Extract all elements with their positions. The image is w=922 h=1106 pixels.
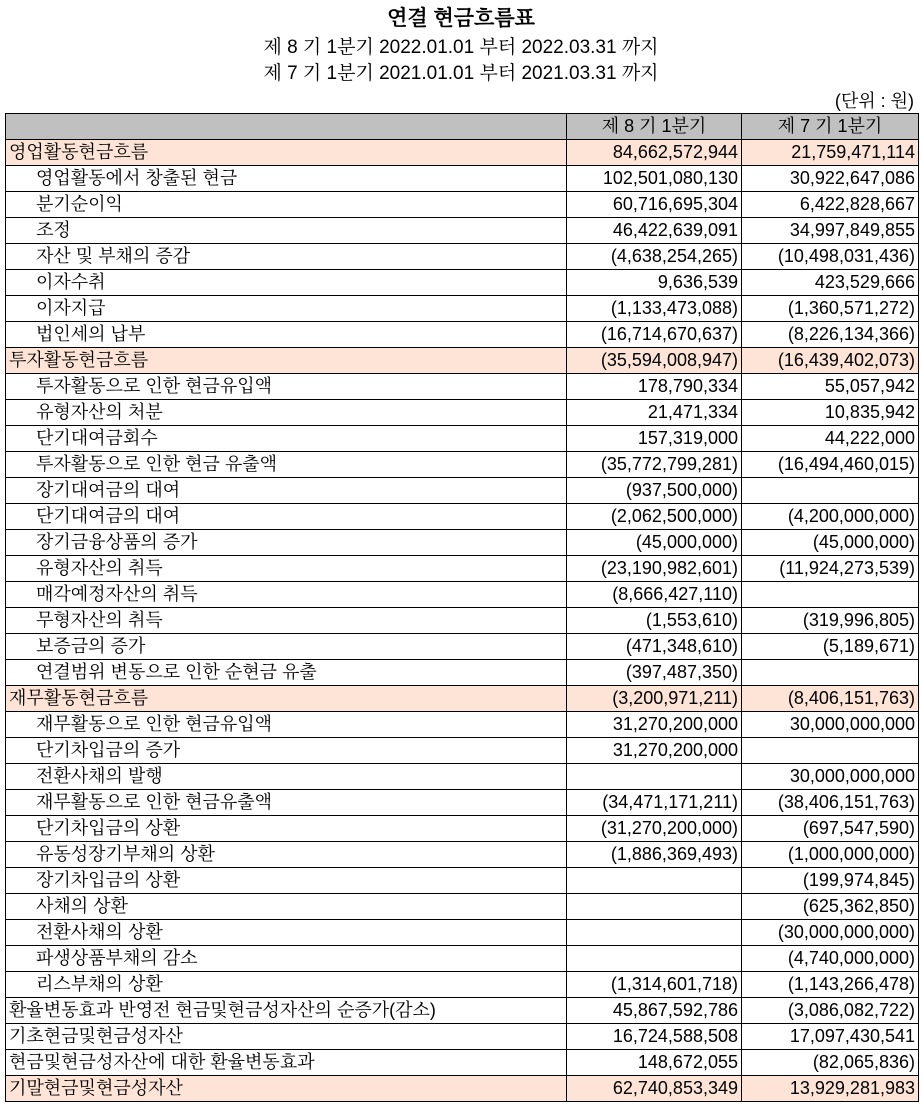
prior-period-value: 6,422,828,667	[742, 192, 919, 218]
section-total-row	[6, 348, 919, 374]
prior-period-value: (1,143,266,478)	[742, 972, 919, 998]
table-body	[6, 140, 919, 1102]
row-label: 분기순이익	[6, 192, 567, 218]
row-label: 현금및현금성자산에 대한 환율변동효과	[6, 1050, 567, 1076]
prior-period-value: 17,097,430,541	[742, 1024, 919, 1050]
current-period-value: 178,790,334	[567, 374, 742, 400]
row-label: 환율변동효과 반영전 현금및현금성자산의 순증가(감소)	[6, 998, 567, 1024]
row-label: 유동성장기부채의 상환	[6, 842, 567, 868]
table-header-row	[6, 114, 919, 140]
row-label: 이자지급	[6, 296, 567, 322]
table-row	[6, 374, 919, 400]
table-row	[6, 530, 919, 556]
current-period-value: (8,666,427,110)	[567, 582, 742, 608]
table-row	[6, 504, 919, 530]
table-row	[6, 998, 919, 1024]
table-row	[6, 296, 919, 322]
section-total-row	[6, 1076, 919, 1102]
table-row	[6, 270, 919, 296]
current-period-value: 84,662,572,944	[567, 140, 742, 166]
prior-period-value: (45,000,000)	[742, 530, 919, 556]
current-period-value: (31,270,200,000)	[567, 816, 742, 842]
table-row	[6, 582, 919, 608]
row-label: 기초현금및현금성자산	[6, 1024, 567, 1050]
current-period-value: 31,270,200,000	[567, 738, 742, 764]
current-period-value	[567, 868, 742, 894]
table-row	[6, 712, 919, 738]
period-current: 제 8 기 1분기 2022.01.01 부터 2022.03.31 까지	[263, 37, 659, 58]
table-row	[6, 608, 919, 634]
prior-period-value: (8,406,151,763)	[742, 686, 919, 712]
table-row	[6, 868, 919, 894]
current-period-value: (2,062,500,000)	[567, 504, 742, 530]
prior-period-value: 55,057,942	[742, 374, 919, 400]
row-label: 장기차입금의 상환	[6, 868, 567, 894]
current-period-value: (1,314,601,718)	[567, 972, 742, 998]
row-label: 단기차입금의 증가	[6, 738, 567, 764]
cash-flow-table	[5, 113, 919, 1102]
current-period-value: 46,422,639,091	[567, 218, 742, 244]
table-row	[6, 400, 919, 426]
prior-period-value: 423,529,666	[742, 270, 919, 296]
prior-period-value: 34,997,849,855	[742, 218, 919, 244]
header-label	[6, 114, 567, 140]
row-label: 영업활동현금흐름	[6, 140, 567, 166]
row-label: 보증금의 증가	[6, 634, 567, 660]
prior-period-value: (16,439,402,073)	[742, 348, 919, 374]
table-row	[6, 920, 919, 946]
current-period-value: (34,471,171,211)	[567, 790, 742, 816]
prior-period-value: (5,189,671)	[742, 634, 919, 660]
prior-period-value: 13,929,281,983	[742, 1076, 919, 1102]
header-current-period: 제 8 기 1분기	[567, 114, 742, 140]
table-row	[6, 218, 919, 244]
current-period-value: (23,190,982,601)	[567, 556, 742, 582]
current-period-value: 157,319,000	[567, 426, 742, 452]
row-label: 기말현금및현금성자산	[6, 1076, 567, 1102]
current-period-value: (45,000,000)	[567, 530, 742, 556]
row-label: 유형자산의 처분	[6, 400, 567, 426]
prior-period-value: (697,547,590)	[742, 816, 919, 842]
prior-period-value: (4,200,000,000)	[742, 504, 919, 530]
prior-period-value: (625,362,850)	[742, 894, 919, 920]
header-prior-period: 제 7 기 1분기	[742, 114, 919, 140]
table-row	[6, 894, 919, 920]
section-total-row	[6, 686, 919, 712]
prior-period-value: (16,494,460,015)	[742, 452, 919, 478]
table-row	[6, 790, 919, 816]
row-label: 조정	[6, 218, 567, 244]
table-row	[6, 452, 919, 478]
table-row	[6, 816, 919, 842]
table-row	[6, 764, 919, 790]
row-label: 유형자산의 취득	[6, 556, 567, 582]
current-period-value: (35,594,008,947)	[567, 348, 742, 374]
current-period-value: (16,714,670,637)	[567, 322, 742, 348]
row-label: 투자활동으로 인한 현금 유출액	[6, 452, 567, 478]
current-period-value: 16,724,588,508	[567, 1024, 742, 1050]
row-label: 연결범위 변동으로 인한 순현금 유출	[6, 660, 567, 686]
table-row	[6, 322, 919, 348]
prior-period-value: (30,000,000,000)	[742, 920, 919, 946]
prior-period-value: 30,922,647,086	[742, 166, 919, 192]
current-period-value: 45,867,592,786	[567, 998, 742, 1024]
table-row	[6, 634, 919, 660]
row-label: 리스부채의 상환	[6, 972, 567, 998]
prior-period-value	[742, 478, 919, 504]
prior-period-value: (4,740,000,000)	[742, 946, 919, 972]
period-prior: 제 7 기 1분기 2021.01.01 부터 2021.03.31 까지	[263, 63, 659, 84]
current-period-value: 9,636,539	[567, 270, 742, 296]
row-label: 재무활동으로 인한 현금유입액	[6, 712, 567, 738]
current-period-value: 102,501,080,130	[567, 166, 742, 192]
current-period-value	[567, 894, 742, 920]
prior-period-value: (3,086,082,722)	[742, 998, 919, 1024]
current-period-value: 31,270,200,000	[567, 712, 742, 738]
row-label: 매각예정자산의 취득	[6, 582, 567, 608]
row-label: 재무활동으로 인한 현금유출액	[6, 790, 567, 816]
table-row	[6, 660, 919, 686]
current-period-value: (1,133,473,088)	[567, 296, 742, 322]
table-row	[6, 946, 919, 972]
table-row	[6, 556, 919, 582]
table-row	[6, 166, 919, 192]
current-period-value: (1,886,369,493)	[567, 842, 742, 868]
table-row	[6, 192, 919, 218]
prior-period-value: (11,924,273,539)	[742, 556, 919, 582]
table-row	[6, 1024, 919, 1050]
current-period-value: 60,716,695,304	[567, 192, 742, 218]
row-label: 단기차입금의 상환	[6, 816, 567, 842]
prior-period-value: 30,000,000,000	[742, 712, 919, 738]
prior-period-value: (8,226,134,366)	[742, 322, 919, 348]
current-period-value: (1,553,610)	[567, 608, 742, 634]
current-period-value	[567, 946, 742, 972]
row-label: 투자활동으로 인한 현금유입액	[6, 374, 567, 400]
prior-period-value: 10,835,942	[742, 400, 919, 426]
current-period-value: 62,740,853,349	[567, 1076, 742, 1102]
current-period-value: 21,471,334	[567, 400, 742, 426]
table-row	[6, 244, 919, 270]
row-label: 단기대여금회수	[6, 426, 567, 452]
prior-period-value: (1,000,000,000)	[742, 842, 919, 868]
row-label: 재무활동현금흐름	[6, 686, 567, 712]
current-period-value: (937,500,000)	[567, 478, 742, 504]
document-title: 연결 현금흐름표	[387, 7, 535, 30]
row-label: 영업활동에서 창출된 현금	[6, 166, 567, 192]
prior-period-value: 30,000,000,000	[742, 764, 919, 790]
row-label: 자산 및 부채의 증감	[6, 244, 567, 270]
prior-period-value: (199,974,845)	[742, 868, 919, 894]
current-period-value: (397,487,350)	[567, 660, 742, 686]
table-row	[6, 1050, 919, 1076]
table-row	[6, 426, 919, 452]
row-label: 전환사채의 상환	[6, 920, 567, 946]
table-row	[6, 842, 919, 868]
section-total-row	[6, 140, 919, 166]
prior-period-value: (10,498,031,436)	[742, 244, 919, 270]
current-period-value: 148,672,055	[567, 1050, 742, 1076]
prior-period-value: (82,065,836)	[742, 1050, 919, 1076]
row-label: 사채의 상환	[6, 894, 567, 920]
table-row	[6, 972, 919, 998]
table-row	[6, 478, 919, 504]
row-label: 파생상품부채의 감소	[6, 946, 567, 972]
current-period-value: (471,348,610)	[567, 634, 742, 660]
current-period-value	[567, 764, 742, 790]
current-period-value: (3,200,971,211)	[567, 686, 742, 712]
prior-period-value: (1,360,571,272)	[742, 296, 919, 322]
row-label: 법인세의 납부	[6, 322, 567, 348]
prior-period-value: (38,406,151,763)	[742, 790, 919, 816]
row-label: 단기대여금의 대여	[6, 504, 567, 530]
prior-period-value	[742, 738, 919, 764]
prior-period-value: (319,996,805)	[742, 608, 919, 634]
prior-period-value	[742, 660, 919, 686]
table-row	[6, 738, 919, 764]
current-period-value: (4,638,254,265)	[567, 244, 742, 270]
row-label: 장기금융상품의 증가	[6, 530, 567, 556]
prior-period-value: 21,759,471,114	[742, 140, 919, 166]
row-label: 무형자산의 취득	[6, 608, 567, 634]
prior-period-value: 44,222,000	[742, 426, 919, 452]
row-label: 전환사채의 발행	[6, 764, 567, 790]
current-period-value: (35,772,799,281)	[567, 452, 742, 478]
row-label: 장기대여금의 대여	[6, 478, 567, 504]
current-period-value	[567, 920, 742, 946]
prior-period-value	[742, 582, 919, 608]
row-label: 투자활동현금흐름	[6, 348, 567, 374]
row-label: 이자수취	[6, 270, 567, 296]
unit-label: (단위 : 원)	[834, 91, 914, 111]
